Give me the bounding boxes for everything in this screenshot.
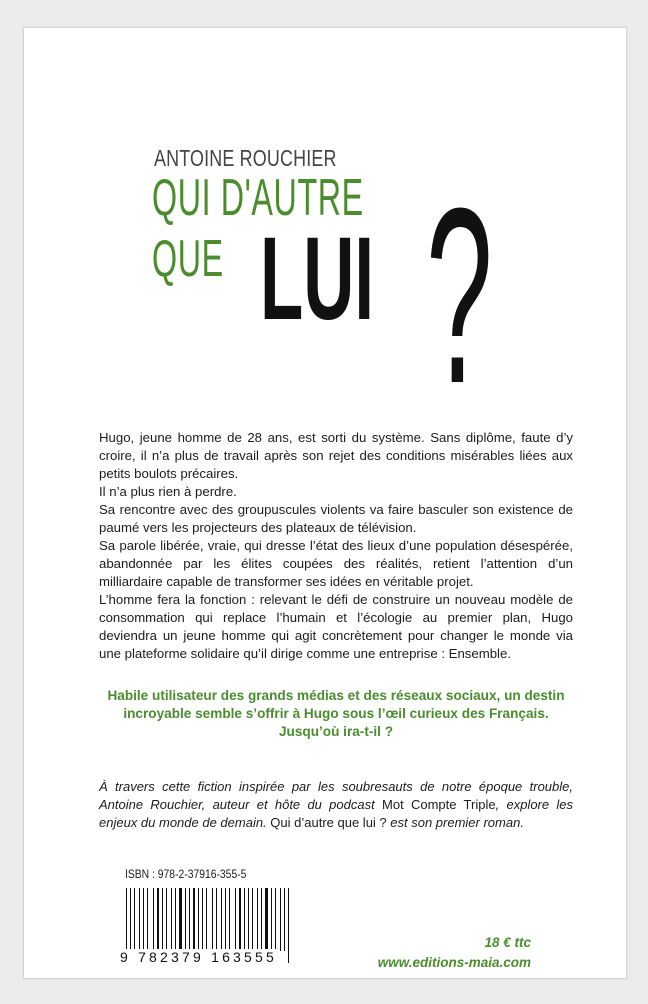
question-mark-graphic: ? <box>426 156 493 435</box>
book-back-cover <box>23 27 627 979</box>
tagline-line: Jusqu’où ira-t-il ? <box>278 724 394 739</box>
author-bio <box>99 778 573 832</box>
bio-text: , explore les enjeux du monde de demain. <box>99 797 574 830</box>
title-line-1: QUI D'AUTRE <box>152 169 364 227</box>
book-title-ref: Qui d’autre que lui ? <box>270 815 387 830</box>
bio-text: À travers cette fiction inspirée par les soubresauts de notre époque trouble, Antoine Rouchier, auteur et hôte du podcast <box>99 779 573 812</box>
podcast-name: Mot Compte Triple <box>382 797 496 812</box>
summary-paragraph: Sa rencontre avec des groupuscules violents va faire basculer son existence de paumé vers les projecteurs des plateaux de télévision. <box>99 502 573 535</box>
isbn-label: ISBN : 978-2-37916-355-5 <box>125 869 247 881</box>
summary-paragraph: L’homme fera la fonction : relevant le défi de construire un nouveau modèle de consommation qui replace l’humain et l’écologie au premier plan, Hugo deviendra un jeune homme qui agit concrètement pour changer le monde via une plateforme solidaire qu’il dirige comme une entreprise : Ensemble. <box>99 592 573 661</box>
summary-paragraph: Il n’a plus rien à perdre. <box>99 484 237 499</box>
tagline <box>99 687 573 741</box>
book-summary <box>99 429 573 663</box>
publisher-website: www.editions-maia.com <box>377 955 531 970</box>
tagline-line: incroyable semble s’offrir à Hugo sous l’œil curieux des Français. <box>123 706 549 721</box>
title-emphasis: LUI <box>260 213 375 345</box>
tagline-line: Habile utilisateur des grands médias et des réseaux sociaux, un destin <box>107 688 565 703</box>
title-line-2: QUE <box>152 230 224 288</box>
summary-paragraph: Hugo, jeune homme de 28 ans, est sorti du système. Sans diplôme, faute d’y croire, il n’a plus de travail après son rejet des conditions misérables liées aux petits boulots précaires. <box>99 430 573 481</box>
price: 18 € ttc <box>484 935 531 950</box>
barcode-number: 9 782379 163555 <box>120 949 277 965</box>
author-name: ANTOINE ROUCHIER <box>154 145 337 171</box>
bio-text: est son premier roman. <box>386 815 524 830</box>
summary-paragraph: Sa parole libérée, vraie, qui dresse l’état des lieux d’une population désespérée, abandonnée par les élites coupées des réalités, retient l’attention d’un milliardaire capable de transformer ses idées en véritable projet. <box>99 538 573 589</box>
